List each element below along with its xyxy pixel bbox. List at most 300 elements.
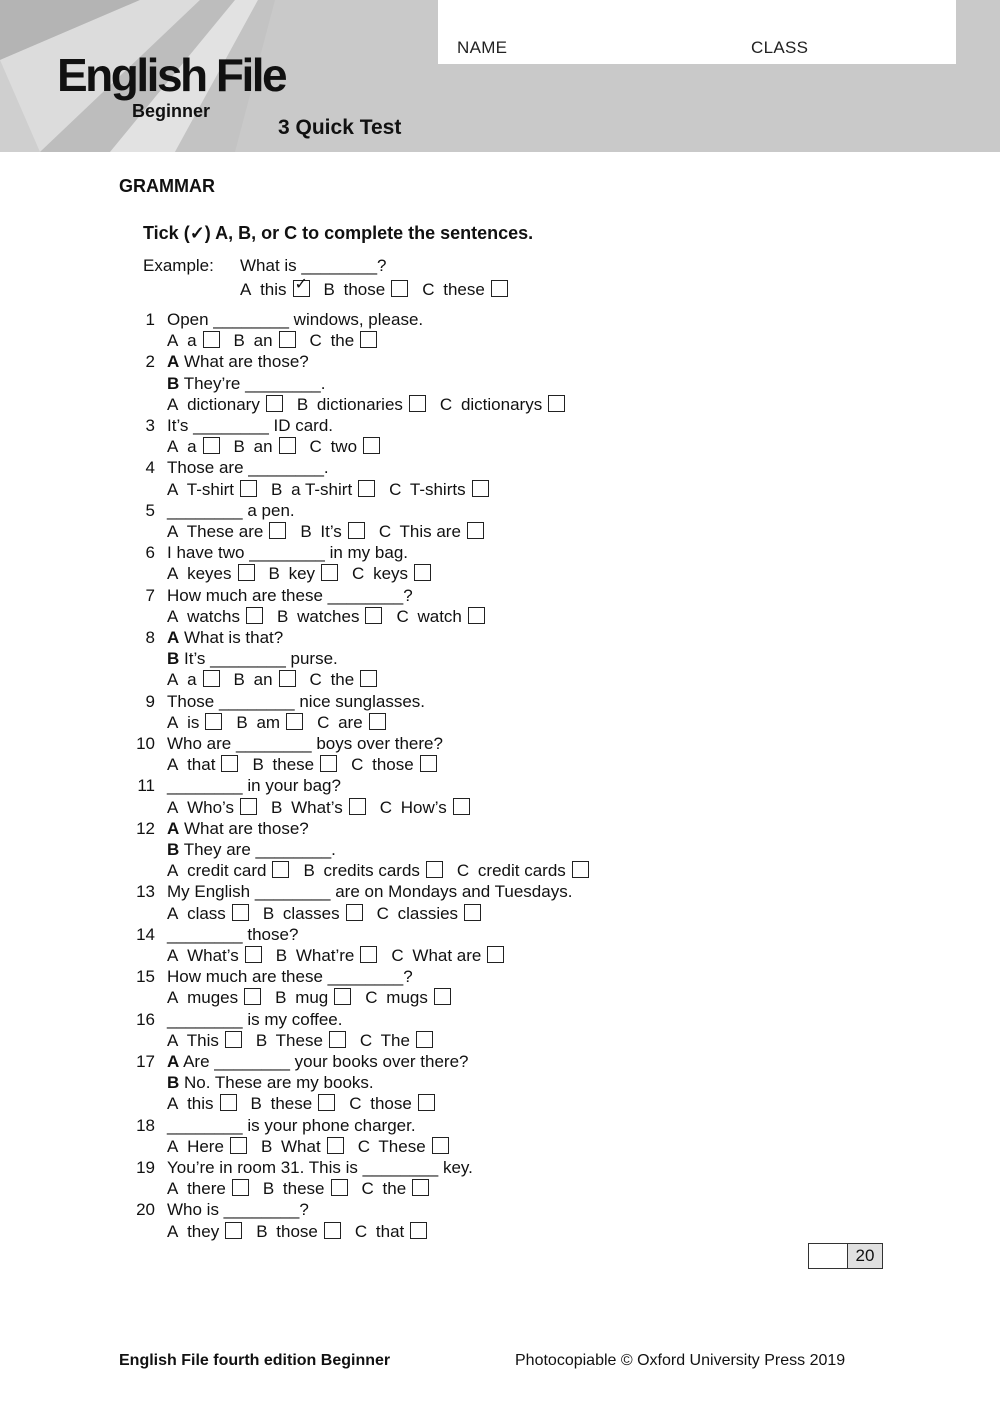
option-checkbox[interactable] — [272, 861, 289, 878]
question-number: 19 — [136, 1158, 155, 1177]
question-line: I have two ________ in my bag. — [167, 543, 408, 563]
option-checkbox[interactable] — [225, 1222, 242, 1239]
option-text: These are — [186, 522, 264, 541]
option-a: A — [167, 903, 179, 923]
option-text: those — [370, 1094, 412, 1114]
option-a: A — [167, 1179, 179, 1199]
option-group — [349, 1094, 435, 1113]
option-group — [297, 395, 426, 414]
option-c: C — [379, 797, 393, 817]
option-a: A — [167, 946, 179, 965]
speaker-label: A — [167, 1052, 180, 1071]
question-number: 7 — [145, 585, 155, 605]
option-text: this — [260, 280, 287, 299]
option-checkbox[interactable] — [487, 946, 504, 963]
option-checkbox[interactable] — [240, 480, 257, 497]
question-line: ________ is my coffee. — [167, 1009, 343, 1029]
option-checkbox[interactable] — [346, 904, 363, 921]
option-checkbox[interactable] — [329, 1031, 346, 1048]
option-group — [310, 437, 380, 456]
question-number: 1 — [145, 310, 155, 329]
answer-options — [167, 480, 503, 500]
speaker-label: B — [167, 649, 180, 669]
option-group — [236, 713, 303, 732]
option-text: that — [375, 1221, 405, 1241]
option-text: a — [187, 437, 197, 457]
answer-options — [167, 1094, 449, 1114]
option-text: those — [372, 755, 414, 775]
option-text: credit cards — [477, 861, 566, 881]
option-group — [317, 713, 386, 732]
option-checkbox[interactable] — [327, 1137, 344, 1154]
option-checkbox[interactable] — [391, 280, 408, 297]
option-group — [362, 1179, 430, 1198]
option-checkbox[interactable] — [432, 1137, 449, 1154]
instruction: Tick (✓) A, B, or C to complete the sentences. — [143, 223, 534, 243]
question-text — [167, 649, 338, 669]
option-checkbox[interactable] — [548, 395, 565, 412]
option-text: What are — [412, 946, 482, 965]
option-b: B — [296, 394, 309, 414]
option-checkbox[interactable] — [434, 988, 451, 1005]
footer-edition: English File fourth edition Beginner — [119, 1352, 391, 1369]
option-c: C — [396, 606, 409, 626]
question-text — [167, 628, 283, 648]
option-text: that — [187, 755, 216, 775]
option-text: dictionaries — [316, 394, 403, 414]
section-heading: GRAMMAR — [119, 176, 215, 196]
option-checkbox[interactable] — [360, 331, 377, 348]
question-number: 6 — [145, 543, 155, 563]
option-group — [379, 522, 484, 541]
option-text: these — [282, 1179, 325, 1199]
option-checkbox[interactable] — [426, 861, 443, 878]
answer-options — [167, 1222, 441, 1242]
option-text: is — [187, 712, 200, 732]
option-text: watchs — [187, 606, 240, 626]
option-group — [261, 1137, 344, 1156]
option-group — [360, 1031, 433, 1050]
option-group — [324, 280, 409, 299]
question-text — [167, 819, 309, 839]
option-group — [240, 276, 310, 299]
option-text: two — [330, 437, 358, 457]
question-text — [167, 1052, 469, 1072]
option-checkbox[interactable] — [369, 713, 386, 730]
option-text: dictionary — [187, 394, 260, 414]
answer-options — [167, 904, 495, 924]
option-checkbox[interactable] — [266, 395, 283, 412]
option-group — [167, 798, 257, 817]
option-text: a — [187, 331, 197, 351]
option-group — [377, 904, 481, 923]
option-text: these — [443, 280, 485, 299]
question-line: ________ a pen. — [167, 500, 295, 520]
option-group — [167, 988, 261, 1007]
option-text: these — [272, 755, 315, 775]
answer-options — [167, 713, 400, 733]
option-c: C — [309, 331, 322, 351]
option-checkbox[interactable] — [269, 522, 286, 539]
question-line: ________ those? — [167, 924, 299, 944]
question-line: They’re ________. — [183, 373, 326, 393]
option-checkbox[interactable] — [244, 988, 261, 1005]
option-checkbox[interactable] — [412, 1179, 429, 1196]
option-c: C — [352, 564, 365, 584]
option-text: What’s — [291, 797, 343, 817]
answer-options — [167, 755, 451, 775]
question-text — [167, 416, 333, 436]
test-title: 3 Quick Test — [278, 116, 402, 139]
option-group — [167, 946, 262, 965]
question-line: What is that? — [184, 628, 284, 647]
option-c: C — [359, 1030, 373, 1050]
option-checkbox[interactable] — [572, 861, 589, 878]
option-b: B — [233, 437, 245, 457]
question-line: Those ________ nice sunglasses. — [167, 691, 426, 711]
option-text: Here — [187, 1136, 224, 1156]
option-text: those — [343, 280, 386, 299]
option-checkbox[interactable] — [416, 1031, 433, 1048]
option-b: B — [252, 755, 264, 775]
question-line: You’re in room 31. This is ________ key. — [167, 1158, 473, 1177]
question-line: Who are ________ boys over there? — [167, 734, 443, 753]
question-text — [167, 925, 298, 945]
option-checkbox[interactable] — [467, 522, 484, 539]
option-checkbox[interactable] — [318, 1094, 335, 1111]
option-c: C — [349, 1094, 362, 1114]
option-checkbox[interactable] — [358, 480, 375, 497]
option-checkbox[interactable] — [363, 437, 380, 454]
option-checkbox[interactable] — [320, 755, 337, 772]
option-text: classies — [397, 903, 459, 923]
answer-options — [167, 670, 391, 690]
option-checkbox[interactable] — [203, 331, 220, 348]
option-text: What — [281, 1136, 321, 1156]
footer-copyright: Photocopiable © Oxford University Press 2019 — [515, 1352, 846, 1369]
option-checkbox[interactable] — [286, 713, 303, 730]
option-group — [276, 946, 378, 965]
option-checkbox[interactable] — [203, 670, 220, 687]
option-text: These — [275, 1030, 323, 1050]
option-c: C — [376, 903, 389, 923]
option-text: an — [253, 331, 273, 351]
option-group — [167, 755, 238, 774]
option-text: Who’s — [187, 797, 235, 817]
option-checkbox[interactable] — [279, 670, 296, 687]
option-text: an — [253, 670, 273, 690]
option-text: keys — [373, 564, 409, 584]
option-a: A — [167, 988, 179, 1008]
question-line: What are those? — [184, 818, 309, 838]
option-a: A — [167, 797, 179, 817]
option-text: These — [378, 1136, 426, 1156]
name-label: NAME — [457, 38, 508, 57]
answer-options — [167, 331, 391, 351]
question-number: 15 — [136, 967, 155, 987]
option-checkbox[interactable] — [348, 522, 365, 539]
option-checkbox[interactable] — [468, 607, 485, 624]
option-b: B — [303, 861, 315, 881]
option-group — [277, 607, 382, 626]
option-checkbox[interactable] — [349, 798, 366, 815]
option-b: B — [233, 670, 245, 690]
option-b: B — [271, 797, 283, 817]
question-line: How much are these ________? — [167, 967, 413, 987]
option-b: B — [236, 712, 248, 732]
answer-options — [167, 861, 603, 881]
option-text: muges — [187, 988, 239, 1008]
option-text: they — [187, 1221, 220, 1241]
question-line: Open ________ windows, please. — [167, 310, 424, 329]
speaker-label: A — [167, 628, 180, 647]
option-checkbox[interactable] — [491, 280, 508, 297]
option-checkbox[interactable] — [360, 670, 377, 687]
option-checkbox[interactable] — [230, 1137, 247, 1154]
option-a: A — [167, 394, 179, 414]
option-checkbox[interactable] — [334, 988, 351, 1005]
option-group — [271, 798, 366, 817]
question-number: 14 — [136, 924, 155, 944]
option-checkbox[interactable] — [240, 798, 257, 815]
answer-options — [167, 564, 445, 584]
option-checkbox[interactable] — [279, 331, 296, 348]
option-group — [303, 861, 442, 880]
question-text — [167, 1158, 473, 1178]
score-total: 20 — [848, 1244, 882, 1268]
option-b: B — [323, 280, 335, 299]
option-group — [167, 607, 263, 626]
option-a: A — [167, 755, 179, 775]
question-text — [167, 692, 425, 712]
option-b: B — [255, 1030, 268, 1050]
option-checkbox[interactable] — [464, 904, 481, 921]
question-number: 11 — [137, 776, 155, 796]
option-text: This — [186, 1030, 219, 1050]
option-checkbox[interactable] — [472, 480, 489, 497]
option-checkbox[interactable] — [220, 1094, 237, 1111]
class-label: CLASS — [751, 38, 809, 57]
option-text: there — [187, 1179, 226, 1199]
option-group — [167, 395, 283, 414]
option-group — [167, 1179, 249, 1198]
option-b: B — [262, 903, 275, 923]
question-text — [167, 586, 413, 606]
option-group — [263, 1179, 348, 1198]
option-group — [167, 861, 289, 880]
option-group — [351, 755, 437, 774]
question-text — [167, 882, 572, 902]
option-c: C — [309, 437, 322, 457]
speaker-label: B — [167, 373, 180, 393]
option-text: a — [187, 670, 197, 690]
option-checkbox[interactable] — [418, 1094, 435, 1111]
option-text: mug — [295, 988, 329, 1008]
question-text — [167, 967, 413, 987]
question-number: 8 — [145, 628, 155, 647]
option-group — [167, 522, 286, 541]
option-checkbox[interactable] — [331, 1179, 348, 1196]
option-group — [167, 904, 249, 923]
question-line: Those are ________. — [167, 458, 329, 478]
option-checkbox[interactable] — [232, 904, 249, 921]
option-text: class — [187, 903, 226, 923]
option-text: those — [276, 1221, 318, 1241]
question-line: It’s ________ purse. — [184, 649, 338, 669]
option-group — [167, 437, 220, 456]
option-group — [391, 946, 504, 965]
option-checkbox[interactable] — [453, 798, 470, 815]
option-text: keyes — [187, 564, 232, 584]
option-b: B — [260, 1136, 273, 1156]
option-group — [355, 1222, 427, 1241]
example-label: Example: — [143, 256, 214, 275]
brand-title: English File — [57, 49, 286, 101]
speaker-label: B — [167, 1073, 180, 1093]
option-checkbox[interactable] — [221, 755, 238, 772]
question-text — [167, 1116, 416, 1136]
option-c: C — [439, 394, 453, 414]
question-line: It’s ________ ID card. — [167, 416, 334, 435]
option-a: A — [167, 331, 179, 351]
question-line: Who is ________? — [167, 1200, 309, 1220]
option-group — [251, 1094, 336, 1113]
answer-options — [167, 607, 499, 627]
answer-options — [167, 437, 394, 457]
question-line: ________ in your bag? — [167, 776, 341, 796]
option-text: this — [187, 1094, 214, 1114]
option-text: What’s — [187, 946, 239, 965]
answer-options — [167, 988, 465, 1008]
option-a: A — [167, 437, 179, 457]
option-checkbox[interactable] — [409, 395, 426, 412]
option-checkbox[interactable] — [293, 276, 310, 297]
question-number: 12 — [136, 818, 155, 838]
question-text — [167, 310, 423, 330]
option-text: How’s — [400, 797, 447, 817]
option-checkbox[interactable] — [414, 564, 431, 581]
option-group — [234, 670, 296, 689]
option-text: a T-shirt — [291, 479, 353, 499]
option-c: C — [378, 522, 392, 541]
option-a: A — [167, 1094, 179, 1114]
brand-subtitle: Beginner — [132, 101, 211, 121]
option-checkbox[interactable] — [246, 607, 263, 624]
option-group — [271, 480, 375, 499]
option-text: watch — [417, 606, 462, 626]
option-text: It’s — [320, 522, 342, 541]
option-text: classes — [282, 903, 340, 923]
option-checkbox[interactable] — [225, 1031, 242, 1048]
option-group — [167, 480, 257, 499]
option-text: are — [338, 712, 363, 732]
question-line: My English ________ are on Mondays and Tuesdays. — [167, 882, 573, 902]
option-checkbox[interactable] — [360, 946, 377, 963]
option-c: C — [357, 1136, 370, 1156]
option-a: A — [167, 712, 179, 732]
option-a: A — [167, 479, 179, 499]
option-group — [234, 331, 296, 350]
question-number: 9 — [145, 691, 155, 711]
question-line: ________ is your phone charger. — [167, 1115, 416, 1135]
name-class-box — [438, 0, 956, 64]
score-blank[interactable] — [809, 1244, 848, 1268]
score-box — [808, 1243, 883, 1269]
question-line: No. These are my books. — [184, 1073, 374, 1093]
question-number: 13 — [136, 882, 155, 902]
question-number: 20 — [136, 1200, 155, 1220]
option-text: credits cards — [323, 861, 420, 881]
option-c: C — [365, 988, 378, 1008]
option-b: B — [275, 946, 288, 965]
option-b: B — [300, 522, 312, 541]
speaker-label: A — [167, 818, 180, 838]
option-group — [263, 904, 363, 923]
question-number: 5 — [145, 500, 155, 520]
option-a: A — [167, 670, 179, 690]
option-checkbox[interactable] — [324, 1222, 341, 1239]
option-checkbox[interactable] — [245, 946, 262, 963]
option-checkbox[interactable] — [238, 564, 255, 581]
option-checkbox[interactable] — [410, 1222, 427, 1239]
option-group — [310, 670, 378, 689]
option-b: B — [256, 1221, 268, 1241]
option-checkbox[interactable] — [203, 437, 220, 454]
question-text — [167, 501, 295, 521]
option-group — [256, 1031, 346, 1050]
option-checkbox[interactable] — [420, 755, 437, 772]
speaker-label: B — [167, 840, 180, 859]
option-text: am — [256, 712, 281, 732]
option-group — [310, 331, 378, 350]
answer-options — [167, 798, 484, 818]
option-group — [234, 437, 296, 456]
option-checkbox[interactable] — [205, 713, 222, 730]
example-question: What is ________? — [240, 256, 387, 275]
option-group — [167, 1137, 247, 1156]
option-group — [365, 988, 451, 1007]
option-a: A — [167, 606, 179, 626]
option-group — [256, 1222, 341, 1241]
option-group — [252, 755, 337, 774]
option-group — [396, 607, 484, 626]
option-text: key — [288, 564, 316, 584]
option-checkbox[interactable] — [279, 437, 296, 454]
question-line: What are those? — [184, 352, 309, 372]
option-b: B — [250, 1094, 262, 1114]
option-group — [300, 522, 365, 541]
option-checkbox[interactable] — [321, 564, 338, 581]
question-text — [167, 352, 309, 372]
option-checkbox[interactable] — [232, 1179, 249, 1196]
question-number: 16 — [136, 1009, 155, 1029]
option-group — [422, 280, 508, 299]
question-line: They are ________. — [183, 840, 336, 859]
option-c: C — [391, 946, 404, 965]
option-a: A — [167, 861, 179, 881]
option-c: C — [354, 1221, 368, 1241]
question-text — [167, 458, 329, 478]
option-b: B — [275, 988, 287, 1008]
option-c: C — [389, 479, 402, 499]
option-a: A — [167, 1030, 179, 1050]
option-checkbox[interactable] — [365, 607, 382, 624]
option-text: an — [253, 437, 273, 457]
option-a: A — [240, 280, 252, 299]
option-c: C — [361, 1179, 374, 1199]
question-text — [167, 1200, 309, 1220]
option-b: B — [271, 479, 283, 499]
